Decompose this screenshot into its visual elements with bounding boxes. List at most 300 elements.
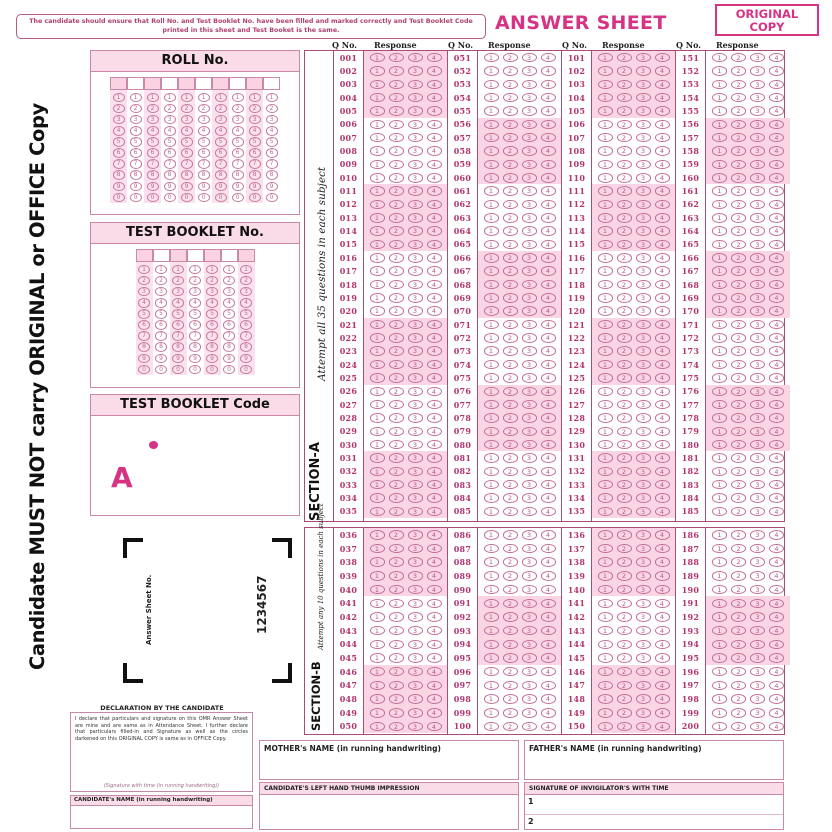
answer-bubble[interactable]: 2: [731, 599, 746, 609]
answer-bubble[interactable]: 2: [617, 480, 632, 490]
answer-bubble[interactable]: 3: [750, 440, 765, 450]
answer-bubble[interactable]: 4: [655, 681, 670, 691]
digit-bubble[interactable]: 8: [198, 170, 210, 180]
answer-bubble[interactable]: 4: [427, 400, 442, 410]
digit-bubble[interactable]: 4: [232, 126, 244, 136]
answer-bubble[interactable]: 1: [598, 571, 613, 581]
answer-bubble[interactable]: 2: [617, 640, 632, 650]
answer-bubble[interactable]: 4: [769, 146, 784, 156]
answer-bubble[interactable]: 2: [503, 253, 518, 263]
answer-bubble[interactable]: 1: [484, 66, 499, 76]
answer-bubble[interactable]: 3: [522, 585, 537, 595]
answer-bubble[interactable]: 3: [636, 387, 651, 397]
digit-bubble[interactable]: 5: [138, 309, 150, 319]
answer-bubble[interactable]: 2: [731, 200, 746, 210]
answer-bubble[interactable]: 3: [750, 493, 765, 503]
answer-bubble[interactable]: 4: [427, 360, 442, 370]
answer-bubble[interactable]: 1: [484, 640, 499, 650]
answer-bubble[interactable]: 4: [655, 200, 670, 210]
answer-bubble[interactable]: 2: [389, 467, 404, 477]
digit-bubble[interactable]: 0: [113, 193, 125, 203]
answer-bubble[interactable]: 2: [389, 413, 404, 423]
answer-bubble[interactable]: 4: [427, 722, 442, 732]
answer-bubble[interactable]: 4: [541, 373, 556, 383]
answer-bubble[interactable]: 3: [522, 507, 537, 517]
answer-bubble[interactable]: 3: [522, 467, 537, 477]
answer-bubble[interactable]: 4: [769, 653, 784, 663]
answer-bubble[interactable]: 2: [617, 467, 632, 477]
answer-bubble[interactable]: 1: [484, 708, 499, 718]
answer-bubble[interactable]: 4: [769, 557, 784, 567]
digit-bubble[interactable]: 1: [130, 93, 142, 103]
answer-bubble[interactable]: 3: [522, 360, 537, 370]
answer-bubble[interactable]: 1: [484, 186, 499, 196]
answer-bubble[interactable]: 2: [503, 146, 518, 156]
digit-bubble[interactable]: 2: [215, 104, 227, 114]
answer-bubble[interactable]: 3: [636, 667, 651, 677]
answer-bubble[interactable]: 3: [522, 320, 537, 330]
digit-bubble[interactable]: 3: [249, 115, 261, 125]
answer-bubble[interactable]: 2: [389, 626, 404, 636]
answer-bubble[interactable]: 2: [731, 120, 746, 130]
digit-bubble[interactable]: 3: [164, 115, 176, 125]
answer-bubble[interactable]: 1: [712, 480, 727, 490]
answer-bubble[interactable]: 2: [731, 544, 746, 554]
answer-bubble[interactable]: 2: [731, 400, 746, 410]
answer-bubble[interactable]: 2: [731, 320, 746, 330]
answer-bubble[interactable]: 3: [408, 427, 423, 437]
digit-bubble[interactable]: 1: [249, 93, 261, 103]
answer-bubble[interactable]: 1: [370, 387, 385, 397]
answer-bubble[interactable]: 2: [389, 530, 404, 540]
answer-bubble[interactable]: 1: [598, 200, 613, 210]
answer-bubble[interactable]: 3: [522, 440, 537, 450]
answer-bubble[interactable]: 1: [484, 80, 499, 90]
answer-bubble[interactable]: 4: [655, 133, 670, 143]
answer-bubble[interactable]: 1: [370, 571, 385, 581]
answer-bubble[interactable]: 2: [617, 306, 632, 316]
answer-bubble[interactable]: 3: [636, 200, 651, 210]
answer-bubble[interactable]: 3: [750, 93, 765, 103]
answer-bubble[interactable]: 2: [389, 226, 404, 236]
answer-bubble[interactable]: 4: [427, 173, 442, 183]
answer-bubble[interactable]: 1: [370, 585, 385, 595]
answer-bubble[interactable]: 4: [427, 93, 442, 103]
answer-bubble[interactable]: 3: [408, 266, 423, 276]
digit-bubble[interactable]: 7: [172, 331, 184, 341]
answer-bubble[interactable]: 3: [750, 612, 765, 622]
answer-bubble[interactable]: 1: [598, 440, 613, 450]
digit-bubble[interactable]: 6: [240, 320, 252, 330]
answer-bubble[interactable]: 2: [731, 333, 746, 343]
digit-bubble[interactable]: 0: [198, 193, 210, 203]
answer-bubble[interactable]: 1: [712, 200, 727, 210]
answer-bubble[interactable]: 1: [598, 133, 613, 143]
answer-bubble[interactable]: 2: [389, 667, 404, 677]
answer-bubble[interactable]: 3: [408, 708, 423, 718]
answer-bubble[interactable]: 1: [598, 626, 613, 636]
answer-bubble[interactable]: 3: [408, 293, 423, 303]
answer-bubble[interactable]: 2: [389, 480, 404, 490]
answer-bubble[interactable]: 2: [617, 253, 632, 263]
digit-bubble[interactable]: 9: [164, 182, 176, 192]
answer-bubble[interactable]: 2: [389, 599, 404, 609]
answer-bubble[interactable]: 4: [541, 653, 556, 663]
answer-bubble[interactable]: 4: [655, 320, 670, 330]
answer-bubble[interactable]: 2: [617, 544, 632, 554]
answer-bubble[interactable]: 1: [712, 266, 727, 276]
answer-bubble[interactable]: 1: [598, 120, 613, 130]
answer-bubble[interactable]: 4: [427, 320, 442, 330]
answer-bubble[interactable]: 2: [503, 360, 518, 370]
answer-bubble[interactable]: 2: [731, 557, 746, 567]
digit-bubble[interactable]: 2: [138, 276, 150, 286]
answer-bubble[interactable]: 2: [389, 585, 404, 595]
answer-bubble[interactable]: 3: [750, 120, 765, 130]
answer-bubble[interactable]: 2: [503, 387, 518, 397]
answer-bubble[interactable]: 3: [522, 453, 537, 463]
answer-bubble[interactable]: 4: [427, 427, 442, 437]
answer-bubble[interactable]: 3: [408, 493, 423, 503]
answer-bubble[interactable]: 3: [636, 320, 651, 330]
digit-bubble[interactable]: 4: [164, 126, 176, 136]
digit-entry-box[interactable]: [170, 249, 187, 262]
answer-bubble[interactable]: 2: [731, 530, 746, 540]
answer-bubble[interactable]: 2: [503, 722, 518, 732]
digit-bubble[interactable]: 9: [189, 354, 201, 364]
answer-bubble[interactable]: 1: [598, 493, 613, 503]
answer-bubble[interactable]: 1: [712, 694, 727, 704]
answer-bubble[interactable]: 1: [712, 306, 727, 316]
answer-bubble[interactable]: 2: [731, 266, 746, 276]
answer-bubble[interactable]: 4: [769, 253, 784, 263]
answer-bubble[interactable]: 4: [655, 626, 670, 636]
answer-bubble[interactable]: 4: [541, 585, 556, 595]
answer-bubble[interactable]: 4: [541, 93, 556, 103]
answer-bubble[interactable]: 1: [598, 694, 613, 704]
digit-bubble[interactable]: 8: [189, 342, 201, 352]
digit-bubble[interactable]: 5: [164, 137, 176, 147]
digit-bubble[interactable]: 2: [232, 104, 244, 114]
answer-bubble[interactable]: 1: [712, 400, 727, 410]
answer-bubble[interactable]: 2: [503, 530, 518, 540]
answer-bubble[interactable]: 3: [750, 106, 765, 116]
digit-bubble[interactable]: 0: [164, 193, 176, 203]
answer-bubble[interactable]: 1: [370, 106, 385, 116]
answer-bubble[interactable]: 1: [712, 53, 727, 63]
digit-bubble[interactable]: 7: [189, 331, 201, 341]
answer-bubble[interactable]: 3: [522, 280, 537, 290]
answer-bubble[interactable]: 1: [712, 599, 727, 609]
answer-bubble[interactable]: 3: [636, 173, 651, 183]
answer-bubble[interactable]: 2: [389, 722, 404, 732]
digit-bubble[interactable]: 5: [189, 309, 201, 319]
answer-bubble[interactable]: 4: [541, 266, 556, 276]
answer-bubble[interactable]: 2: [731, 708, 746, 718]
answer-bubble[interactable]: 1: [712, 186, 727, 196]
answer-bubble[interactable]: 2: [731, 585, 746, 595]
answer-bubble[interactable]: 2: [389, 293, 404, 303]
answer-bubble[interactable]: 1: [712, 612, 727, 622]
answer-bubble[interactable]: 3: [408, 400, 423, 410]
answer-bubble[interactable]: 3: [636, 507, 651, 517]
answer-bubble[interactable]: 3: [522, 146, 537, 156]
answer-bubble[interactable]: 3: [522, 544, 537, 554]
answer-bubble[interactable]: 2: [503, 120, 518, 130]
answer-bubble[interactable]: 1: [484, 146, 499, 156]
answer-bubble[interactable]: 4: [769, 360, 784, 370]
answer-bubble[interactable]: 3: [522, 653, 537, 663]
answer-bubble[interactable]: 4: [655, 253, 670, 263]
answer-bubble[interactable]: 3: [408, 667, 423, 677]
answer-bubble[interactable]: 1: [370, 200, 385, 210]
answer-bubble[interactable]: 1: [484, 681, 499, 691]
answer-bubble[interactable]: 4: [769, 708, 784, 718]
answer-bubble[interactable]: 3: [636, 626, 651, 636]
answer-bubble[interactable]: 1: [484, 346, 499, 356]
answer-bubble[interactable]: 3: [636, 160, 651, 170]
answer-bubble[interactable]: 1: [484, 93, 499, 103]
answer-bubble[interactable]: 4: [427, 160, 442, 170]
digit-bubble[interactable]: 6: [223, 320, 235, 330]
answer-bubble[interactable]: 2: [503, 93, 518, 103]
answer-bubble[interactable]: 4: [427, 571, 442, 581]
digit-bubble[interactable]: 3: [232, 115, 244, 125]
answer-bubble[interactable]: 1: [370, 240, 385, 250]
answer-bubble[interactable]: 1: [712, 626, 727, 636]
digit-bubble[interactable]: 5: [155, 309, 167, 319]
answer-bubble[interactable]: 1: [598, 722, 613, 732]
answer-bubble[interactable]: 3: [750, 333, 765, 343]
answer-bubble[interactable]: 1: [370, 467, 385, 477]
digit-bubble[interactable]: 3: [155, 287, 167, 297]
answer-bubble[interactable]: 2: [503, 585, 518, 595]
answer-bubble[interactable]: 2: [731, 413, 746, 423]
answer-bubble[interactable]: 3: [408, 213, 423, 223]
answer-bubble[interactable]: 4: [427, 373, 442, 383]
answer-bubble[interactable]: 4: [769, 106, 784, 116]
answer-bubble[interactable]: 1: [712, 373, 727, 383]
answer-bubble[interactable]: 3: [408, 66, 423, 76]
answer-bubble[interactable]: 3: [750, 480, 765, 490]
digit-bubble[interactable]: 7: [215, 159, 227, 169]
digit-bubble[interactable]: 9: [266, 182, 278, 192]
answer-bubble[interactable]: 1: [598, 333, 613, 343]
answer-bubble[interactable]: 4: [541, 280, 556, 290]
digit-bubble[interactable]: 1: [164, 93, 176, 103]
answer-bubble[interactable]: 4: [427, 120, 442, 130]
digit-bubble[interactable]: 7: [249, 159, 261, 169]
digit-bubble[interactable]: 3: [266, 115, 278, 125]
digit-bubble[interactable]: 1: [232, 93, 244, 103]
answer-bubble[interactable]: 3: [522, 612, 537, 622]
digit-entry-box[interactable]: [195, 77, 212, 90]
answer-bubble[interactable]: 3: [408, 146, 423, 156]
digit-bubble[interactable]: 7: [130, 159, 142, 169]
answer-bubble[interactable]: 2: [389, 571, 404, 581]
answer-bubble[interactable]: 1: [712, 467, 727, 477]
answer-bubble[interactable]: 3: [408, 585, 423, 595]
answer-bubble[interactable]: 2: [503, 293, 518, 303]
answer-bubble[interactable]: 3: [408, 467, 423, 477]
invigilator-signature-line-1[interactable]: 1: [525, 795, 783, 815]
answer-bubble[interactable]: 3: [522, 667, 537, 677]
answer-bubble[interactable]: 2: [503, 493, 518, 503]
answer-bubble[interactable]: 1: [370, 373, 385, 383]
answer-bubble[interactable]: 3: [408, 106, 423, 116]
answer-bubble[interactable]: 2: [389, 280, 404, 290]
digit-bubble[interactable]: 9: [181, 182, 193, 192]
answer-bubble[interactable]: 1: [484, 453, 499, 463]
answer-bubble[interactable]: 3: [750, 626, 765, 636]
invigilator-signature-line-2[interactable]: 2: [528, 817, 534, 826]
answer-bubble[interactable]: 3: [522, 413, 537, 423]
answer-bubble[interactable]: 1: [712, 346, 727, 356]
answer-bubble[interactable]: 3: [636, 493, 651, 503]
digit-bubble[interactable]: 0: [249, 193, 261, 203]
answer-bubble[interactable]: 3: [522, 346, 537, 356]
answer-bubble[interactable]: 4: [769, 480, 784, 490]
answer-bubble[interactable]: 3: [750, 667, 765, 677]
answer-bubble[interactable]: 1: [370, 493, 385, 503]
digit-bubble[interactable]: 6: [249, 148, 261, 158]
digit-bubble[interactable]: 0: [138, 365, 150, 375]
answer-bubble[interactable]: 1: [370, 360, 385, 370]
answer-bubble[interactable]: 4: [427, 80, 442, 90]
answer-bubble[interactable]: 2: [617, 599, 632, 609]
answer-bubble[interactable]: 4: [427, 306, 442, 316]
answer-bubble[interactable]: 1: [598, 400, 613, 410]
answer-bubble[interactable]: 4: [541, 544, 556, 554]
digit-bubble[interactable]: 3: [189, 287, 201, 297]
answer-bubble[interactable]: 2: [503, 467, 518, 477]
answer-bubble[interactable]: 1: [712, 293, 727, 303]
digit-entry-box[interactable]: [229, 77, 246, 90]
answer-bubble[interactable]: 4: [541, 253, 556, 263]
answer-bubble[interactable]: 1: [370, 293, 385, 303]
answer-bubble[interactable]: 4: [655, 507, 670, 517]
answer-bubble[interactable]: 4: [769, 213, 784, 223]
digit-bubble[interactable]: 0: [232, 193, 244, 203]
answer-bubble[interactable]: 1: [370, 557, 385, 567]
answer-bubble[interactable]: 1: [598, 667, 613, 677]
answer-bubble[interactable]: 4: [427, 694, 442, 704]
answer-bubble[interactable]: 3: [408, 387, 423, 397]
answer-bubble[interactable]: 1: [598, 160, 613, 170]
answer-bubble[interactable]: 1: [598, 413, 613, 423]
answer-bubble[interactable]: 4: [541, 530, 556, 540]
digit-bubble[interactable]: 2: [198, 104, 210, 114]
digit-bubble[interactable]: 6: [181, 148, 193, 158]
answer-bubble[interactable]: 3: [636, 360, 651, 370]
answer-bubble[interactable]: 4: [655, 493, 670, 503]
answer-bubble[interactable]: 3: [522, 694, 537, 704]
answer-bubble[interactable]: 2: [731, 612, 746, 622]
answer-bubble[interactable]: 1: [484, 599, 499, 609]
answer-bubble[interactable]: 3: [408, 253, 423, 263]
answer-bubble[interactable]: 1: [484, 266, 499, 276]
answer-bubble[interactable]: 4: [427, 226, 442, 236]
answer-bubble[interactable]: 4: [655, 585, 670, 595]
answer-bubble[interactable]: 4: [541, 440, 556, 450]
answer-bubble[interactable]: 4: [769, 160, 784, 170]
answer-bubble[interactable]: 1: [598, 266, 613, 276]
answer-bubble[interactable]: 2: [617, 571, 632, 581]
answer-bubble[interactable]: 3: [522, 387, 537, 397]
answer-bubble[interactable]: 2: [503, 173, 518, 183]
digit-bubble[interactable]: 2: [189, 276, 201, 286]
answer-bubble[interactable]: 4: [541, 333, 556, 343]
answer-bubble[interactable]: 4: [541, 106, 556, 116]
answer-bubble[interactable]: 1: [712, 253, 727, 263]
answer-bubble[interactable]: 3: [636, 133, 651, 143]
digit-bubble[interactable]: 7: [240, 331, 252, 341]
answer-bubble[interactable]: 3: [750, 346, 765, 356]
answer-bubble[interactable]: 2: [503, 133, 518, 143]
answer-bubble[interactable]: 1: [484, 507, 499, 517]
digit-bubble[interactable]: 5: [172, 309, 184, 319]
answer-bubble[interactable]: 1: [484, 333, 499, 343]
digit-bubble[interactable]: 7: [138, 331, 150, 341]
digit-bubble[interactable]: 6: [130, 148, 142, 158]
digit-bubble[interactable]: 9: [138, 354, 150, 364]
answer-bubble[interactable]: 4: [655, 293, 670, 303]
answer-bubble[interactable]: 2: [503, 571, 518, 581]
answer-bubble[interactable]: 2: [617, 557, 632, 567]
answer-bubble[interactable]: 2: [617, 507, 632, 517]
answer-bubble[interactable]: 2: [389, 173, 404, 183]
answer-bubble[interactable]: 4: [541, 427, 556, 437]
answer-bubble[interactable]: 2: [503, 160, 518, 170]
answer-bubble[interactable]: 3: [408, 413, 423, 423]
answer-bubble[interactable]: 4: [655, 373, 670, 383]
digit-bubble[interactable]: 6: [266, 148, 278, 158]
answer-bubble[interactable]: 1: [370, 507, 385, 517]
answer-bubble[interactable]: 4: [655, 440, 670, 450]
answer-bubble[interactable]: 4: [541, 146, 556, 156]
answer-bubble[interactable]: 3: [750, 240, 765, 250]
answer-bubble[interactable]: 4: [427, 681, 442, 691]
answer-bubble[interactable]: 1: [484, 427, 499, 437]
answer-bubble[interactable]: 3: [636, 453, 651, 463]
digit-bubble[interactable]: 9: [113, 182, 125, 192]
digit-bubble[interactable]: 5: [249, 137, 261, 147]
answer-bubble[interactable]: 1: [370, 346, 385, 356]
answer-bubble[interactable]: 1: [712, 708, 727, 718]
answer-bubble[interactable]: 1: [712, 557, 727, 567]
answer-bubble[interactable]: 3: [750, 640, 765, 650]
answer-bubble[interactable]: 1: [712, 667, 727, 677]
answer-bubble[interactable]: 4: [655, 544, 670, 554]
answer-bubble[interactable]: 1: [598, 306, 613, 316]
answer-bubble[interactable]: 1: [484, 694, 499, 704]
answer-bubble[interactable]: 1: [370, 413, 385, 423]
answer-bubble[interactable]: 4: [541, 557, 556, 567]
answer-bubble[interactable]: 2: [617, 585, 632, 595]
answer-bubble[interactable]: 1: [598, 66, 613, 76]
digit-bubble[interactable]: 6: [113, 148, 125, 158]
answer-bubble[interactable]: 1: [484, 320, 499, 330]
answer-bubble[interactable]: 2: [731, 293, 746, 303]
answer-bubble[interactable]: 4: [427, 146, 442, 156]
answer-bubble[interactable]: 4: [541, 213, 556, 223]
answer-bubble[interactable]: 1: [598, 253, 613, 263]
answer-bubble[interactable]: 3: [750, 53, 765, 63]
answer-bubble[interactable]: 4: [541, 306, 556, 316]
answer-bubble[interactable]: 4: [769, 333, 784, 343]
digit-entry-box[interactable]: [212, 77, 229, 90]
answer-bubble[interactable]: 1: [598, 453, 613, 463]
